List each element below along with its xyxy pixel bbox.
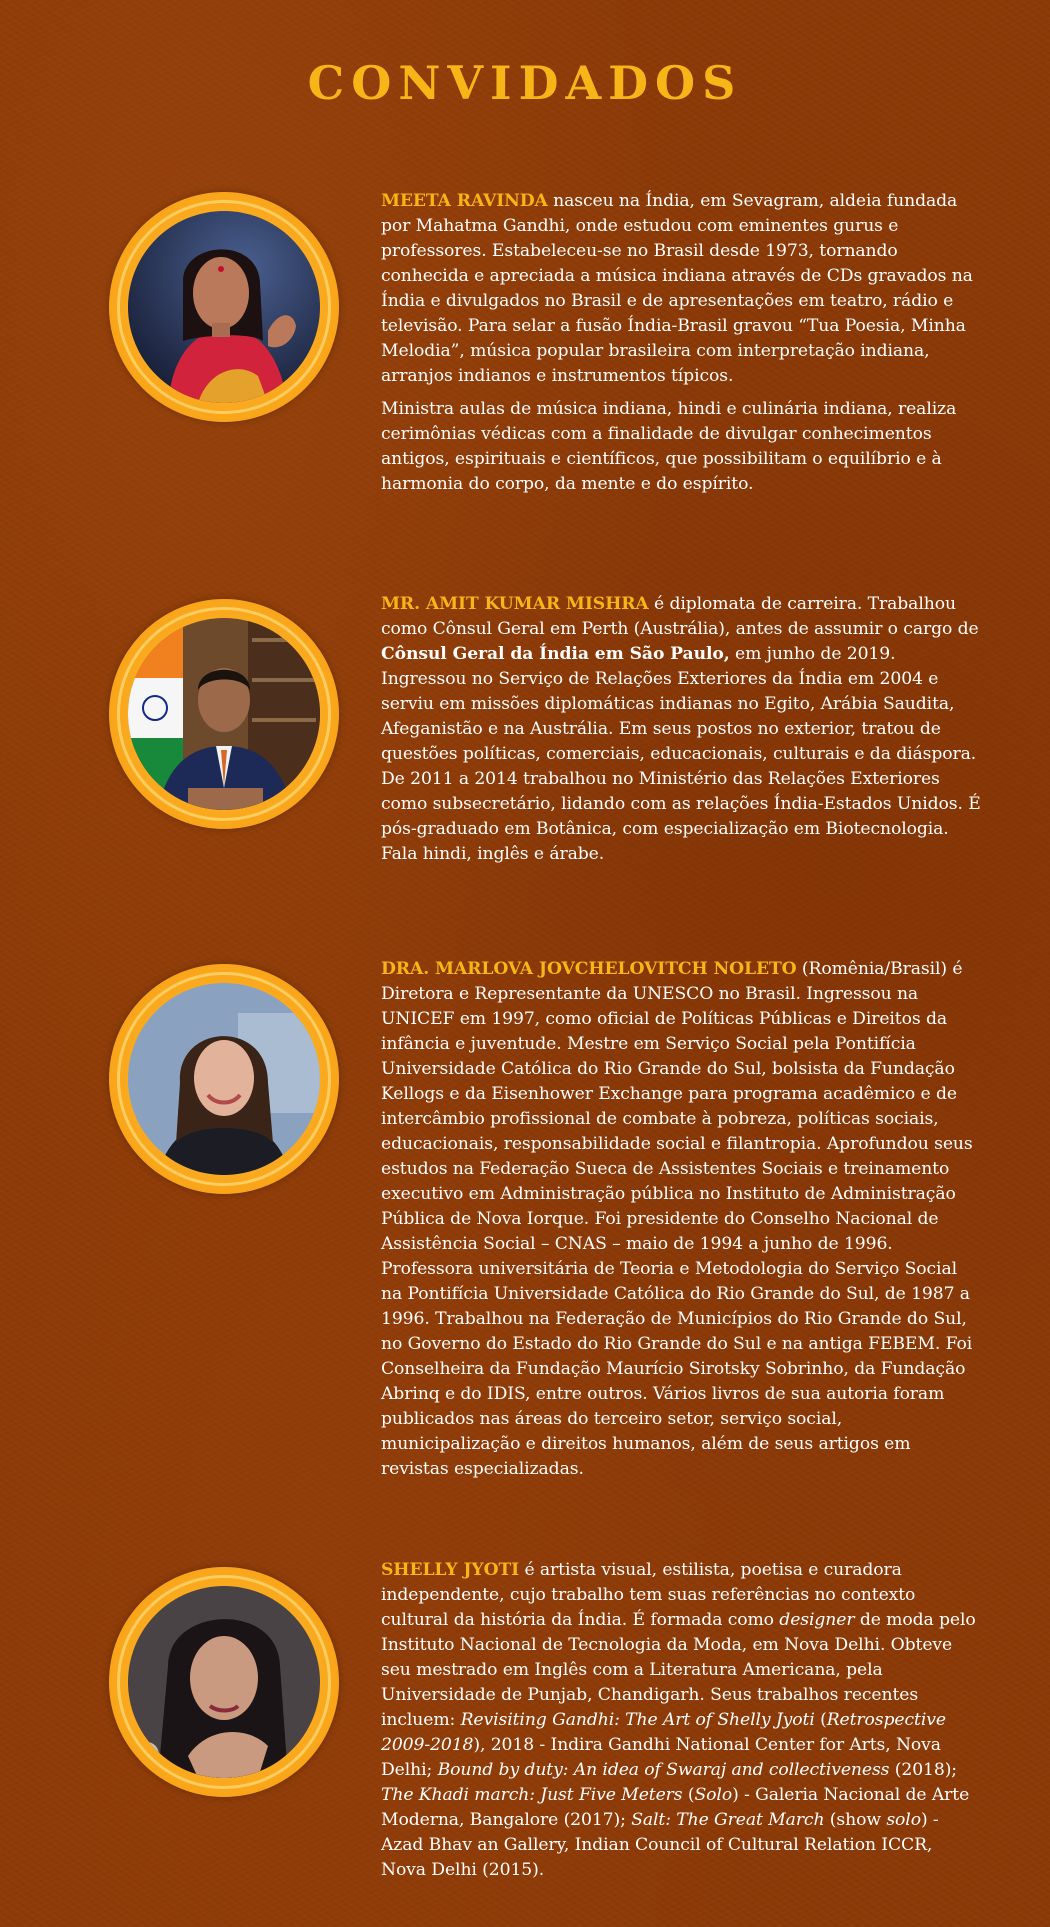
portrait-frame: [109, 192, 339, 422]
bio-text: ), 2018 - Indira Gandhi National Center for Arts, Nova Delhi;: [381, 1735, 941, 1780]
bio-italic: Salt: The Great March: [631, 1810, 825, 1830]
bio-text: em junho de 2019. Ingressou no Serviço de Relações Exteriores da Índia em 2004 e serviu em missões diplomáticas indianas no Egito, Arábia Saudita, Afeganistão e na Austrália. Em seus postos no exterior, tratou de questões políticas, comerciais, educacionais, culturais e da diáspora. De 2011 a 2014 trabalhou no Ministério das Relações Exteriores como subsecretário, lidando com as relações Índia-Estados Unidos. É pós-graduado em Botânica, com especialização em Biotecnologia. Fala hindi, inglês e árabe.: [381, 644, 981, 864]
portrait-frame: [109, 964, 339, 1194]
bio-text: (: [814, 1710, 827, 1730]
bio-italic: Revisiting Gandhi: The Art of Shelly Jyoti: [460, 1710, 815, 1730]
portrait-photo-marlova-noleto: [128, 983, 320, 1175]
page-title: CONVIDADOS: [307, 56, 743, 110]
bio-italic: designer: [779, 1610, 855, 1630]
portrait-photo-shelly-jyoti: [128, 1586, 320, 1778]
bio-text: (: [682, 1785, 695, 1805]
bio-text: nasceu na Índia, em Sevagram, aldeia fundada por Mahatma Gandhi, onde estudou com eminentes gurus e professores. Estabeleceu-se no Brasil desde 1973, tornando conhecida e apreciada a música indiana através de CDs gravados na Índia e divulgados no Brasil e de apresentações em teatro, rádio e televisão. Para selar a fusão Índia-Brasil gravou “Tua Poesia, Minha Melodia”, música popular brasileira com interpretação indiana, arranjos indianos e instrumentos típicos.: [381, 191, 973, 386]
portrait-frame: [109, 1567, 339, 1797]
guest-name: MEETA RAVINDA: [381, 191, 548, 211]
guest-name: MR. AMIT KUMAR MISHRA: [381, 594, 649, 614]
bio-text: ) - Azad Bhav an Gallery, Indian Council of Cultural Relation ICCR, Nova Delhi (2015).: [381, 1810, 939, 1880]
bio-text: (Romênia/Brasil) é Diretora e Representante da UNESCO no Brasil. Ingressou na UNICEF em 1997, como oficial de Políticas Públicas e Direitos da infância e juventude. Mestre em Serviço Social pela Pontifícia Universidade Católica do Rio Grande do Sul, bolsista da Fundação Kellogs e da Eisenhower Exchange para programa acadêmico e de intercâmbio profissional de combate à pobreza, políticas sociais, educacionais, responsabilidade social e filantropia. Aprofundou seus estudos na Federação Sueca de Assistentes Sociais e treinamento executivo em Administração pública no Instituto de Administração Pública de Nova Iorque. Foi presidente do Conselho Nacional de Assistência Social – CNAS – maio de 1994 a junho de 1996. Professora universitária de Teoria e Metodologia do Serviço Social na Pontifícia Universidade Católica do Rio Grande do Sul, de 1987 a 1996. Trabalhou na Federação de Municípios do Rio Grande do Sul, no Governo do Estado do Rio Grande do Sul e na antiga FEBEM. Foi Conselheira da Fundação Maurício Sirotsky Sobrinho, da Fundação Abrinq e do IDIS, entre outros. Vários livros de sua autoria foram publicados nas áreas do terceiro setor, serviço social, municipalização e direitos humanos, além de seus artigos em revistas especializadas.: [381, 959, 973, 1479]
portrait-photo-meeta-ravinda: [128, 211, 320, 403]
guest-name: SHELLY JYOTI: [381, 1560, 520, 1580]
guest-bio: [381, 592, 981, 875]
bio-highlight: Cônsul Geral da Índia em São Paulo,: [381, 644, 730, 664]
bio-italic: The Khadi march: Just Five Meters: [381, 1785, 683, 1805]
bio-text: ) - Galeria Nacional de Arte Moderna, Bangalore (2017);: [381, 1785, 970, 1830]
bio-italic: Retrospective 2009-2018: [381, 1710, 946, 1755]
bio-text: (2018);: [889, 1760, 957, 1780]
bio-text: é diplomata de carreira. Trabalhou como Cônsul Geral em Perth (Austrália), antes de assumir o cargo de: [381, 594, 979, 639]
bio-text: de moda pelo Instituto Nacional de Tecnologia da Moda, em Nova Delhi. Obteve seu mestrado em Inglês com a Literatura Americana, pela Universidade de Punjab, Chandigarh. Seus trabalhos recentes incluem:: [381, 1610, 976, 1730]
bio-text: (show: [824, 1810, 887, 1830]
bio-italic: Solo: [694, 1785, 733, 1805]
guest-bio: [381, 957, 981, 1490]
bio-italic: Bound by duty: An idea of Swaraj and collectiveness: [437, 1760, 890, 1780]
guest-bio: [381, 189, 981, 505]
portrait-frame: [109, 599, 339, 829]
bio-italic: solo: [886, 1810, 921, 1830]
bio-paragraph: Ministra aulas de música indiana, hindi e culinária indiana, realiza cerimônias védicas com a finalidade de divulgar conhecimentos antigos, espirituais e científicos, que possibilitam o equilíbrio e à harmonia do corpo, da mente e do espírito.: [381, 399, 957, 494]
bio-text: é artista visual, estilista, poetisa e curadora independente, cujo trabalho tem suas referências no contexto cultural da história da Índia. É formada como: [381, 1560, 916, 1630]
guest-bio: [381, 1558, 981, 1891]
guest-name: DRA. MARLOVA JOVCHELOVITCH NOLETO: [381, 959, 797, 979]
portrait-photo-amit-kumar-mishra: [128, 618, 320, 810]
